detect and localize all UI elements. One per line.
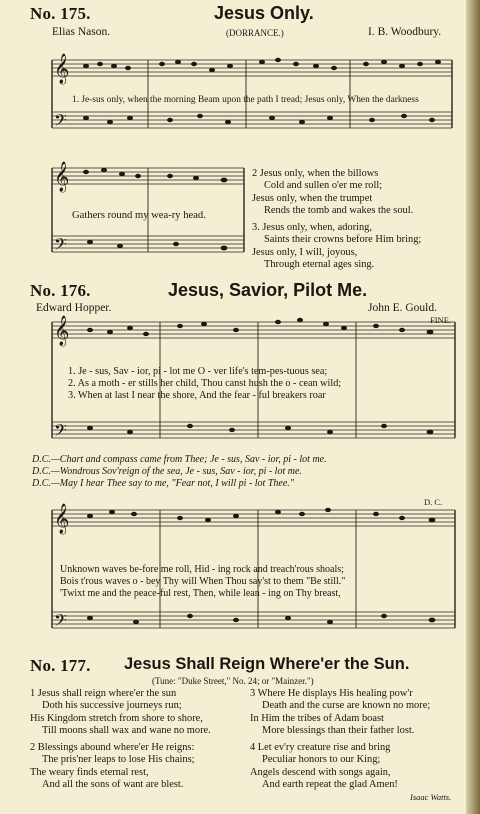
verse-block: 2 Blessings abound where'er He reigns: The pris'ner leaps to lose His chains; The weary finds eternal rest, And all the sons of want are blest. (30, 742, 195, 791)
verse-block: 3. Jesus only, when, adoring, Saints their crowns before Him bring; Jesus only, I will, joyous, Through eternal ages sing. (252, 222, 422, 271)
staff-176-1b (52, 422, 455, 438)
hymn-number: No. 177. (30, 656, 91, 675)
hymn-author: Elias Nason. (52, 26, 111, 38)
svg-text:𝄞: 𝄞 (54, 504, 70, 534)
verse-line: Gathers round my wea-ry head. (72, 210, 206, 221)
dc-mark: D. C. (424, 497, 443, 507)
hymn-tune: (Tune: "Duke Street," No. 24; or "Mainzer.") (152, 676, 314, 686)
page-binding-edge (466, 0, 480, 814)
hymn-title: Jesus, Savior, Pilot Me. (168, 280, 368, 300)
hymn-tune: (DORRANCE.) (226, 28, 284, 38)
fine-mark: FINE. (430, 315, 452, 325)
hymn-composer: John E. Gould. (368, 302, 437, 314)
staff-176-2b (52, 612, 455, 628)
verse-block: 2 Jesus only, when the billows Cold and sullen o'er me roll; Jesus only, when the trumpet Rends the tomb and wakes the soul. (252, 168, 414, 217)
staff-175-1a (52, 60, 452, 76)
lyrics-a: 1. Je - sus, Sav - ior, pi - lot me O - ver life's tem-pes-tuous sea; 2. As a moth - er stills her child, Thou canst hush the o - cean wild; 3. When at last I near the shore, And the fear - ful breakers roar (68, 366, 342, 401)
svg-text:𝄞: 𝄞 (54, 54, 70, 84)
hymn-composer: I. B. Woodbury. (368, 26, 442, 38)
staff-176-1a (52, 322, 455, 338)
hymn-author: Edward Hopper. (36, 302, 112, 314)
verse-line: 1. Je-sus only, when the morning Beam upon the path I tread; Jesus only, When the darkness (72, 95, 419, 105)
hymn-title: Jesus Only. (214, 3, 314, 23)
hymn-author: Isaac Watts. (410, 792, 452, 802)
svg-text:𝄢: 𝄢 (54, 110, 67, 134)
lyrics-b: Unknown waves be-fore me roll, Hid - ing rock and treach'rous shoals; Bois t'rous waves o - bey Thy will When Thou say'st to them "Be still." 'Twixt me and the peace-ful rest, Then, while lean - ing on Thy breast, (60, 564, 346, 599)
hymn-number: No. 175. (30, 4, 91, 23)
svg-text:𝄞: 𝄞 (54, 316, 70, 346)
svg-text:𝄢: 𝄢 (54, 420, 67, 444)
staff-175-1b (52, 112, 452, 128)
verse-block: 1 Jesus shall reign where'er the sun Doth his successive journeys run; His Kingdom stretch from shore to shore, Till moons shall wax and wane no more. (30, 688, 211, 737)
verse-block: 4 Let ev'ry creature rise and bring Peculiar honors to our King; Angels descend with songs again, And earth repeat the glad Amen! (250, 742, 398, 791)
hymn-number: No. 176. (30, 281, 91, 300)
svg-text:𝄢: 𝄢 (54, 234, 67, 258)
verse-block: 3 Where He displays His healing pow'r Death and the curse are known no more; In Him the tribes of Adam boast More blessings than their father lost. (250, 688, 431, 737)
lyrics-dc: D.C.—Chart and compass came from Thee; Je - sus, Sav - ior, pi - lot me. D.C.—Wondrous Sov'reign of the sea, Je - sus, Sav - ior, pi - lot me. D.C.—May I hear Thee say to me, "Fear not, I will pi - lot Thee." (32, 454, 327, 489)
svg-text:𝄞: 𝄞 (54, 162, 70, 192)
svg-text:𝄢: 𝄢 (54, 610, 67, 634)
hymn-title: Jesus Shall Reign Where'er the Sun. (124, 655, 410, 673)
